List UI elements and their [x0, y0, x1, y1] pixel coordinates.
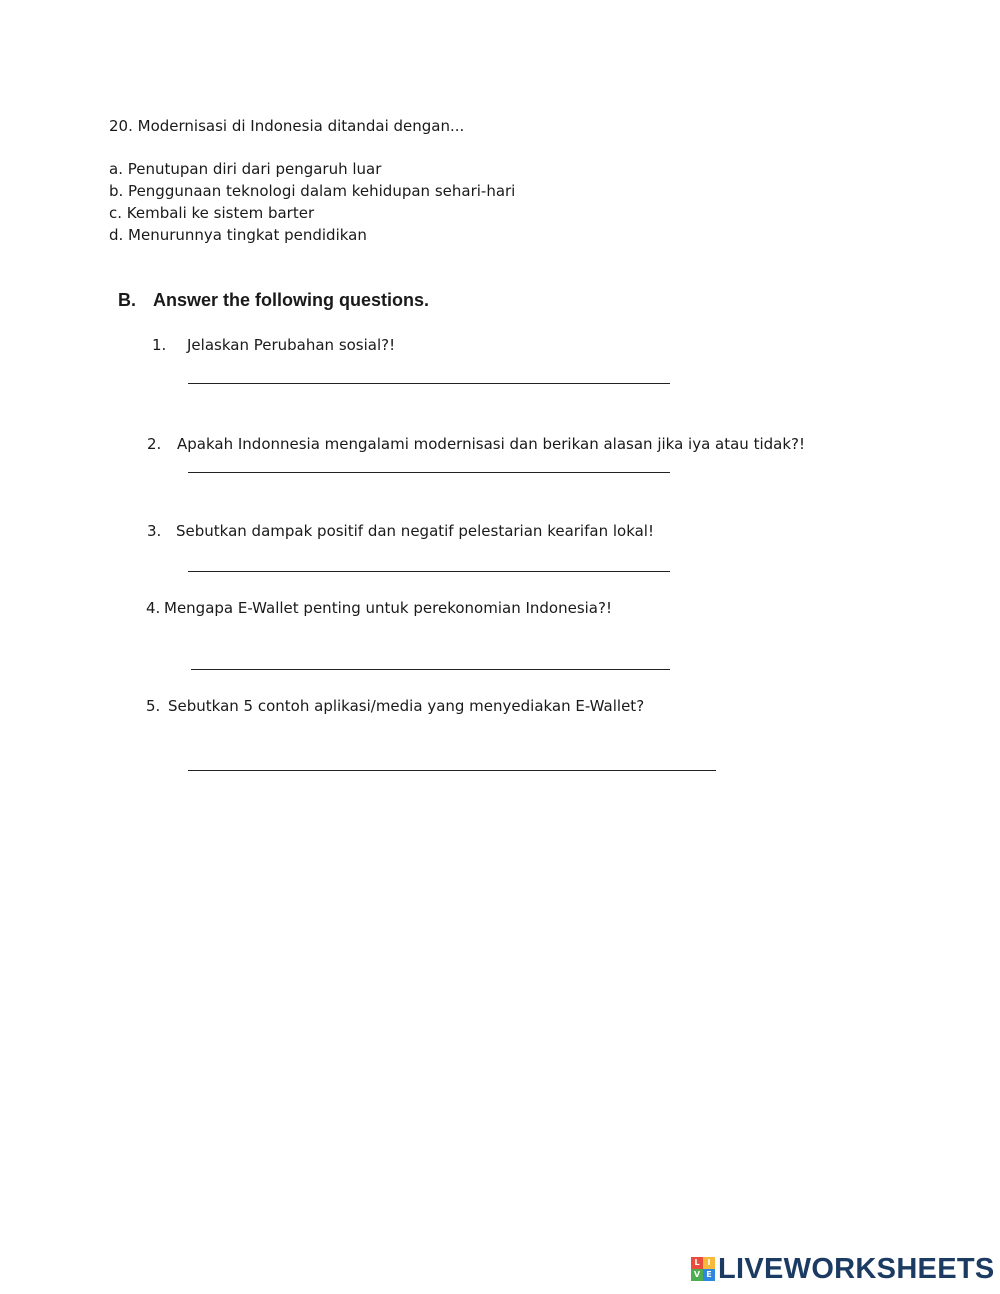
answer-line-1[interactable]: [188, 383, 670, 384]
option-c: c. Kembali ke sistem barter: [109, 204, 315, 222]
logo-mark-letter-v: V: [691, 1269, 703, 1281]
question-1-number: 1.: [152, 336, 167, 354]
answer-line-2[interactable]: [188, 472, 670, 473]
answer-line-5[interactable]: [188, 770, 716, 771]
logo-mark-letter-l: L: [691, 1257, 703, 1269]
question-1-text: Jelaskan Perubahan sosial?!: [187, 336, 396, 354]
question-2-text: Apakah Indonnesia mengalami modernisasi dan berikan alasan jika iya atau tidak?!: [177, 435, 806, 453]
question-5-number: 5.: [146, 697, 161, 715]
logo-mark-letter-e: E: [703, 1269, 715, 1281]
logo-mark-letter-i: I: [703, 1257, 715, 1269]
question-4-text: Mengapa E-Wallet penting untuk perekonomian Indonesia?!: [164, 599, 612, 617]
answer-line-3[interactable]: [188, 571, 670, 572]
question-20-prompt: 20. Modernisasi di Indonesia ditandai dengan...: [109, 117, 465, 135]
question-5-text: Sebutkan 5 contoh aplikasi/media yang menyediakan E-Wallet?: [168, 697, 645, 715]
liveworksheets-logo: [691, 1254, 995, 1284]
option-b: b. Penggunaan teknologi dalam kehidupan sehari-hari: [109, 182, 516, 200]
option-a: a. Penutupan diri dari pengaruh luar: [109, 160, 382, 178]
section-b-title: Answer the following questions.: [153, 290, 430, 310]
logo-text: LIVEWORKSHEETS: [718, 1252, 995, 1285]
option-d: d. Menurunnya tingkat pendidikan: [109, 226, 367, 244]
question-4-number: 4.: [146, 599, 161, 617]
question-2-number: 2.: [147, 435, 162, 453]
question-3-number: 3.: [147, 522, 162, 540]
logo-mark-icon: [691, 1257, 715, 1281]
section-b-letter: B.: [118, 290, 136, 310]
question-3-text: Sebutkan dampak positif dan negatif pelestarian kearifan lokal!: [176, 522, 654, 540]
answer-line-4[interactable]: [191, 669, 670, 670]
